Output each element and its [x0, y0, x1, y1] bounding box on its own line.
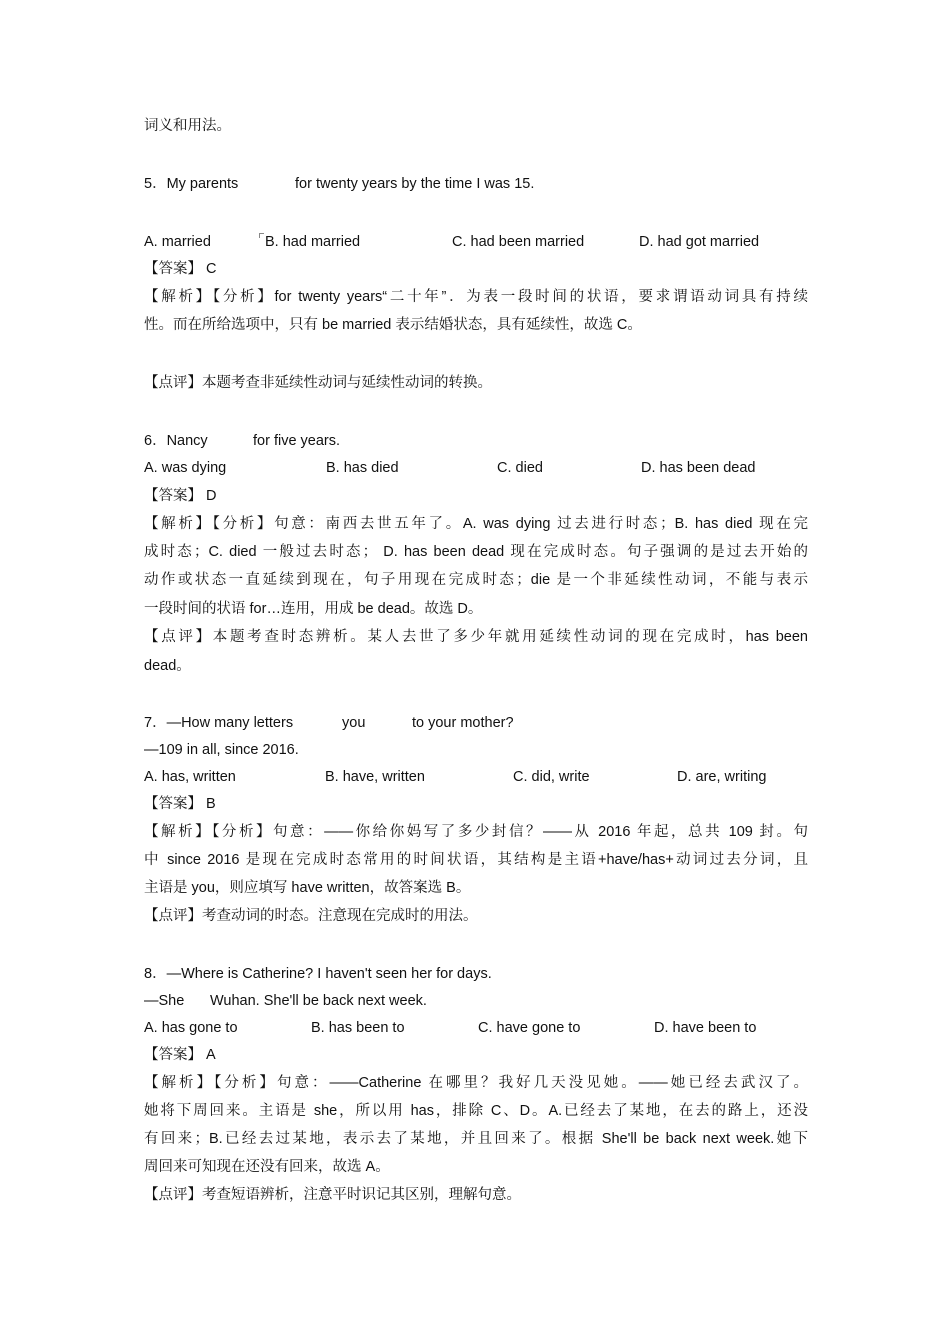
q5-option-c: C. had been married: [452, 234, 585, 250]
q6-analysis-line: 动作或状态一直延续到现在，句子用现在完成时态；die 是一个非延续性动词，不能与表示: [144, 572, 808, 588]
q8-analysis-line: 【解析】【分析】句意：——Catherine 在哪里？我好几天没见她。——她已经去武汉了。: [144, 1075, 808, 1091]
q7-analysis-line: 主语是 you，则应填写 have written，故答案选 B。: [144, 880, 471, 896]
q6-stem-part-a: 6．Nancy: [144, 433, 208, 449]
q7-answer: 【答案】 B: [144, 796, 216, 812]
q6-answer: 【答案】 D: [144, 488, 217, 504]
q8-comment: 【点评】考查短语辨析，注意平时识记其区别，理解句意。: [144, 1187, 521, 1203]
q7-option-a: A. has, written: [144, 769, 236, 785]
q6-analysis-line: 成时态；C. died 一般过去时态； D. has been dead 现在完成时态。句子强调的是过去开始的: [144, 544, 808, 560]
q8-stem: 8．—Where is Catherine? I haven't seen her for days.: [144, 966, 492, 982]
q6-comment: dead。: [144, 658, 191, 674]
q7-option-c: C. did, write: [513, 769, 590, 785]
q6-stem-part-b: for five years.: [253, 433, 341, 449]
anchor-mark-icon: [259, 233, 264, 238]
q8-analysis-line: 有回来；B.已经去过某地，表示去了某地，并且回来了。根据 She'll be back next week.她下: [144, 1131, 808, 1147]
q8-option-c: C. have gone to: [478, 1020, 581, 1036]
q5-option-b-wrap: [265, 232, 360, 252]
q8-analysis-line: 周回来可知现在还没有回来，故选 A。: [144, 1159, 390, 1175]
q6-option-b: B. has died: [326, 460, 399, 476]
intro-text: 词义和用法。: [144, 118, 231, 134]
q6-option-d: D. has been dead: [641, 460, 756, 476]
q5-option-a: A. married: [144, 234, 211, 250]
q7-analysis-line: 【解析】【分析】句意：——你给你妈写了多少封信？——从 2016 年起，总共 109 封。句: [144, 824, 808, 840]
q8-answer: 【答案】 A: [144, 1047, 216, 1063]
q5-analysis-line: 性。而在所给选项中，只有 be married 表示结婚状态，具有延续性，故选 C。: [144, 317, 642, 333]
q7-option-d: D. are, writing: [677, 769, 767, 785]
q6-analysis-line: 【解析】【分析】句意：南西去世五年了。A. was dying 过去进行时态；B. has died 现在完: [144, 516, 808, 532]
q5-analysis-line: 【解析】【分析】for twenty years“二十年”．为表一段时间的状语，要求谓语动词具有持续: [144, 289, 808, 305]
q5-comment: 【点评】本题考查非延续性动词与延续性动词的转换。: [144, 375, 492, 391]
q6-option-a: A. was dying: [144, 460, 227, 476]
q7-stem-part-b: you: [342, 715, 366, 731]
q5-option-b: B. had married: [265, 234, 361, 250]
q8-option-d: D. have been to: [654, 1020, 757, 1036]
q7-reply: —109 in all, since 2016.: [144, 742, 299, 758]
q5-answer: 【答案】 C: [144, 261, 217, 277]
q6-option-c: C. died: [497, 460, 543, 476]
q8-option-a: A. has gone to: [144, 1020, 238, 1036]
q8-analysis-line: 她将下周回来。主语是 she，所以用 has，排除 C、D。A.已经去了某地，在去的路上，还没: [144, 1103, 808, 1119]
q7-option-b: B. have, written: [325, 769, 425, 785]
q8-option-b: B. has been to: [311, 1020, 405, 1036]
q6-comment: 【点评】本题考查时态辨析。某人去世了多少年就用延续性动词的现在完成时，has been: [144, 629, 808, 645]
q7-stem-part-a: 7．—How many letters: [144, 715, 294, 731]
q5-option-d: D. had got married: [639, 234, 760, 250]
q7-comment: 【点评】考查动词的时态。注意现在完成时的用法。: [144, 908, 478, 924]
q5-stem-part-b: for twenty years by the time I was 15.: [295, 176, 535, 192]
q7-stem-part-c: to your mother?: [412, 715, 514, 731]
q8-reply-part-a: —She: [144, 993, 185, 1009]
q6-analysis-line: 一段时间的状语 for…连用，用成 be dead。故选 D。: [144, 601, 483, 617]
q7-analysis-line: 中 since 2016 是现在完成时态常用的时间状语，其结构是主语+have/has+动词过去分词，且: [144, 852, 808, 868]
q8-reply-part-b: Wuhan. She'll be back next week.: [210, 993, 427, 1009]
q5-stem-part-a: 5．My parents: [144, 176, 239, 192]
